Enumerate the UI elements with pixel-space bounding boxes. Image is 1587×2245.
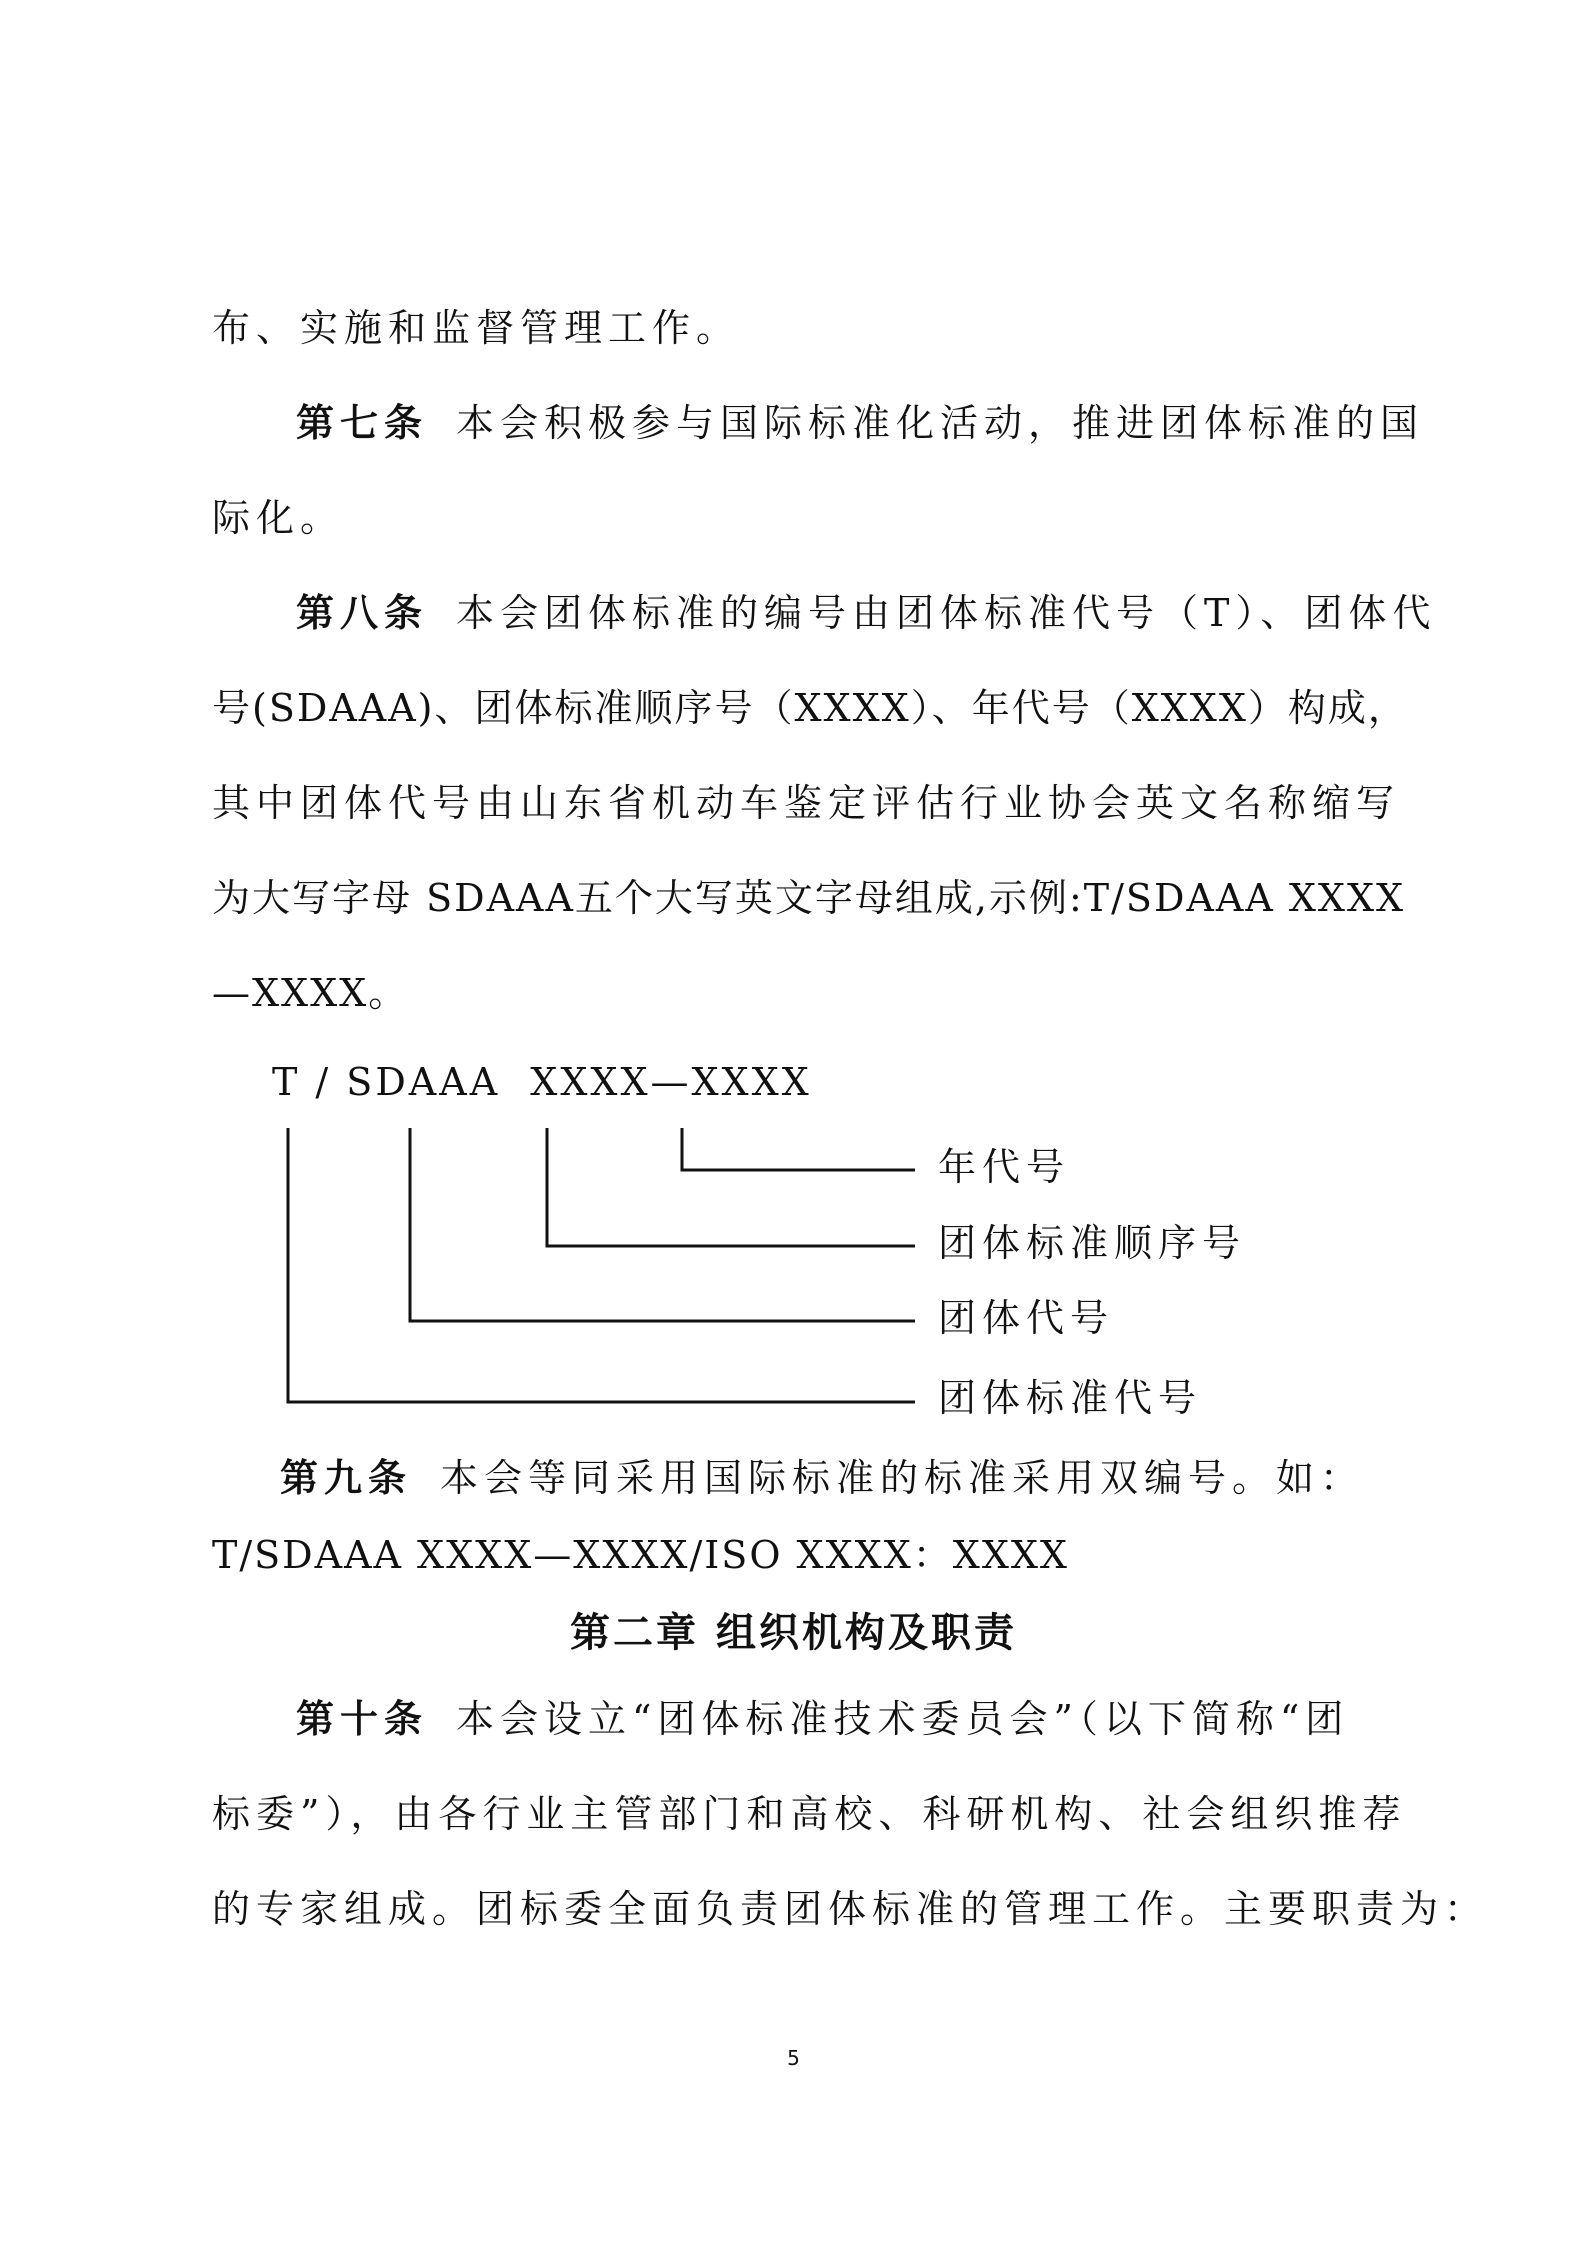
article-10-text: 本会设立“团体标准技术委员会”（以下简称“团 (456, 1697, 1350, 1741)
text-line-13: 的专家组成。团标委全面负责团体标准的管理工作。主要职责为： (212, 1887, 1489, 1931)
text-line-8: —XXXX。 (212, 971, 409, 1015)
diagram-label-sequence-number: 团体标准顺序号 (938, 1221, 1247, 1265)
article-8-label: 第八条 (296, 591, 429, 635)
connector-sequence-number (547, 1128, 915, 1246)
text-line-6: 其中团体代号由山东省机动车鉴定评估行业协会英文名称缩写 (212, 781, 1401, 825)
text-line-1: 布、实施和监督管理工作。 (212, 306, 741, 350)
text-line-3: 际化。 (212, 496, 345, 540)
article-9-text: 本会等同采用国际标准的标准采用双编号。如： (440, 1456, 1365, 1500)
diagram-label-standard-code: 团体标准代号 (938, 1376, 1203, 1420)
article-9-label: 第九条 (280, 1456, 413, 1500)
article-9-line (280, 1454, 1460, 1502)
connector-year-code (682, 1128, 915, 1170)
connector-group-code (410, 1128, 915, 1321)
text-line-10: T/SDAAA XXXX—XXXX/ISO XXXX：XXXX (212, 1533, 1069, 1577)
chapter-title: 第二章 组织机构及职责 (570, 1610, 1017, 1656)
diagram-label-group-code: 团体代号 (938, 1296, 1115, 1340)
article-10-label: 第十条 (296, 1697, 429, 1741)
article-7-line (296, 399, 1476, 447)
connector-standard-code (288, 1128, 915, 1402)
text-line-5: 号(SDAAA)、团体标准顺序号（XXXX）、年代号（XXXX）构成， (212, 686, 1408, 730)
article-10-line (296, 1695, 1476, 1743)
article-7-label: 第七条 (296, 401, 429, 445)
article-8-line (296, 589, 1476, 637)
page-number: 5 (787, 2046, 800, 2070)
diagram-label-year-code: 年代号 (938, 1145, 1071, 1189)
article-8-text: 本会团体标准的编号由团体标准代号（T）、团体代 (456, 591, 1437, 635)
text-line-12: 标委”），由各行业主管部门和高校、科研机构、社会组织推荐 (212, 1792, 1407, 1836)
article-7-text: 本会积极参与国际标准化活动，推进团体标准的国 (456, 401, 1425, 445)
diagram-code-format: T / SDAAA XXXX—XXXX (272, 1060, 812, 1104)
text-line-7: 为大写字母 SDAAA五个大写英文字母组成,示例:T/SDAAA XXXX (212, 876, 1406, 920)
